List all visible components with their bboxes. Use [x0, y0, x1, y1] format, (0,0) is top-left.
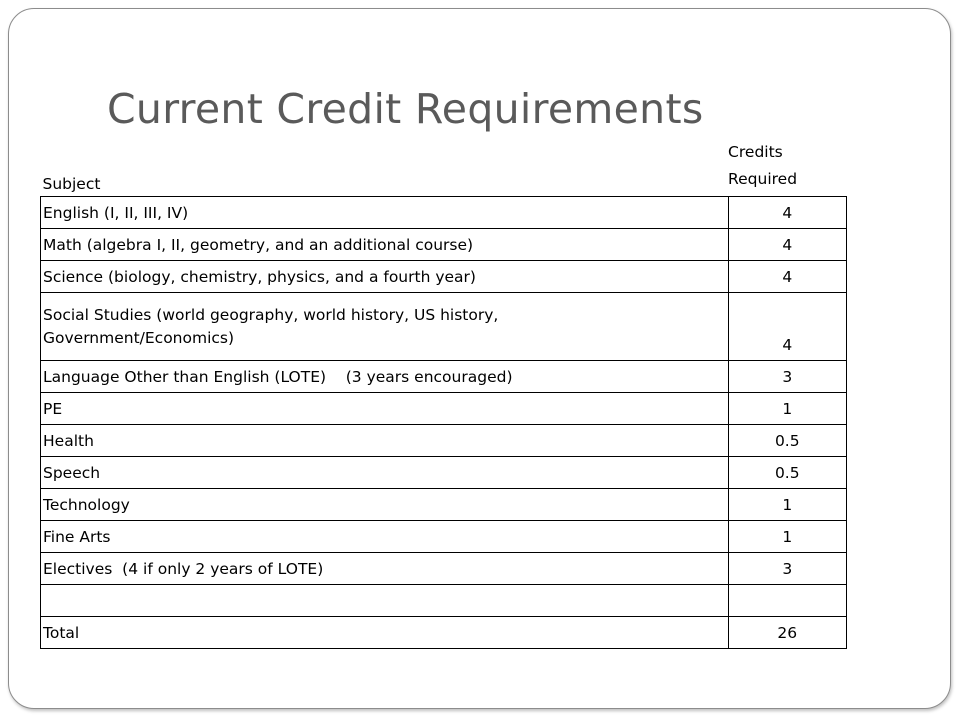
- table-row: [41, 489, 847, 521]
- cell-subject: [41, 293, 729, 361]
- table-row: [41, 425, 847, 457]
- cell-subject: Speech: [41, 457, 729, 489]
- header-credits-line1: Credits: [728, 143, 783, 161]
- cell-total-credits: 26: [728, 617, 846, 649]
- cell-subject: Technology: [41, 489, 729, 521]
- cell-subject: Language Other than English (LOTE) (3 years encouraged): [41, 361, 729, 393]
- cell-subject: PE: [41, 393, 729, 425]
- table-row: [41, 521, 847, 553]
- table-row: [41, 197, 847, 229]
- credit-requirements-table: [40, 138, 847, 649]
- cell-credits: 1: [728, 489, 846, 521]
- cell-subject: Electives (4 if only 2 years of LOTE): [41, 553, 729, 585]
- table-row: [41, 261, 847, 293]
- cell-subject: Fine Arts: [41, 521, 729, 553]
- cell-subject: [41, 585, 729, 617]
- header-credits-required: [728, 138, 846, 197]
- cell-credits: 3: [728, 553, 846, 585]
- cell-subject: Health: [41, 425, 729, 457]
- table-header-row: [41, 138, 847, 197]
- table-row: [41, 361, 847, 393]
- table-row: [41, 457, 847, 489]
- cell-credits: 4: [728, 197, 846, 229]
- cell-credits: 4: [728, 293, 846, 361]
- cell-credits: 0.5: [728, 457, 846, 489]
- cell-subject: English (I, II, III, IV): [41, 197, 729, 229]
- cell-credits: [728, 585, 846, 617]
- cell-credits: 4: [728, 229, 846, 261]
- cell-subject: Science (biology, chemistry, physics, and a fourth year): [41, 261, 729, 293]
- cell-total-label: Total: [41, 617, 729, 649]
- table-row: [41, 293, 847, 361]
- cell-subject-line2: Government/Economics): [43, 328, 235, 347]
- cell-credits: 3: [728, 361, 846, 393]
- cell-credits: 4: [728, 261, 846, 293]
- table-row: [41, 393, 847, 425]
- cell-subject-line1: Social Studies (world geography, world history, US history,: [43, 305, 499, 324]
- table-row: [41, 229, 847, 261]
- header-subject: Subject: [41, 138, 729, 197]
- cell-credits: 1: [728, 521, 846, 553]
- cell-credits: 1: [728, 393, 846, 425]
- table-row-total: [41, 617, 847, 649]
- header-credits-line2: Required: [728, 170, 798, 188]
- cell-subject: Math (algebra I, II, geometry, and an additional course): [41, 229, 729, 261]
- table-row-empty: [41, 585, 847, 617]
- table-row: [41, 553, 847, 585]
- cell-credits: 0.5: [728, 425, 846, 457]
- slide-title: Current Credit Requirements: [107, 85, 704, 133]
